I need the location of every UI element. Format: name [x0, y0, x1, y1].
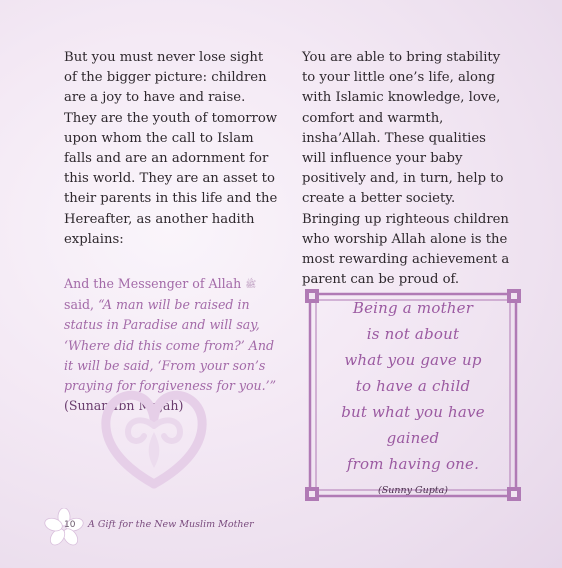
running-title: A Gift for the New Muslim Mother — [88, 519, 254, 530]
quote-text: “A man will be raised in status in Paradise and will say, ‘Where did this come from?’ And it will be said, ‘From your son’s praying for forgiveness for you.’” — [64, 297, 277, 394]
honorific-symbol: ﷺ — [245, 280, 257, 291]
framed-quote-text — [324, 295, 502, 477]
quote-line: Being a mother — [352, 298, 474, 317]
quote-line: is not about — [366, 324, 460, 343]
quote-author: (Sunny Gupta) — [378, 484, 448, 496]
quote-line: but what you have gained — [341, 402, 485, 447]
framed-quote-content — [324, 298, 502, 496]
page-footer — [44, 508, 304, 548]
left-column — [64, 48, 280, 416]
quote-line: from having one. — [346, 454, 480, 473]
quote-line: to have a child — [355, 376, 471, 395]
right-column — [302, 48, 514, 290]
quote-intro: And the Messenger of Allah — [64, 276, 242, 292]
quote-said: said, — [64, 297, 95, 313]
quote-source: (Sunan Ibn Majah) — [64, 398, 184, 414]
page-number: 10 — [64, 520, 76, 530]
quote-line: what you gave up — [344, 350, 482, 369]
heart-ornament-icon — [98, 386, 210, 492]
right-paragraph: You are able to bring stability to your little one’s life, along with Islamic knowledge, love, comfort and warmth, insha’Allah. These qualities will influence your baby positively and, in turn, help to create a better society. Bringing up righteous children who worship Allah alone is the most rewarding achievement a parent can be proud of. — [302, 50, 510, 288]
framed-quote — [304, 288, 522, 502]
left-paragraph: But you must never lose sight of the bigger picture: children are a joy to have and raise. They are the youth of tomorrow upon whom the call to Islam falls and are an adornment for this world. They are an asset to their parents in this life and the Hereafter, as another hadith explains: — [64, 50, 278, 247]
